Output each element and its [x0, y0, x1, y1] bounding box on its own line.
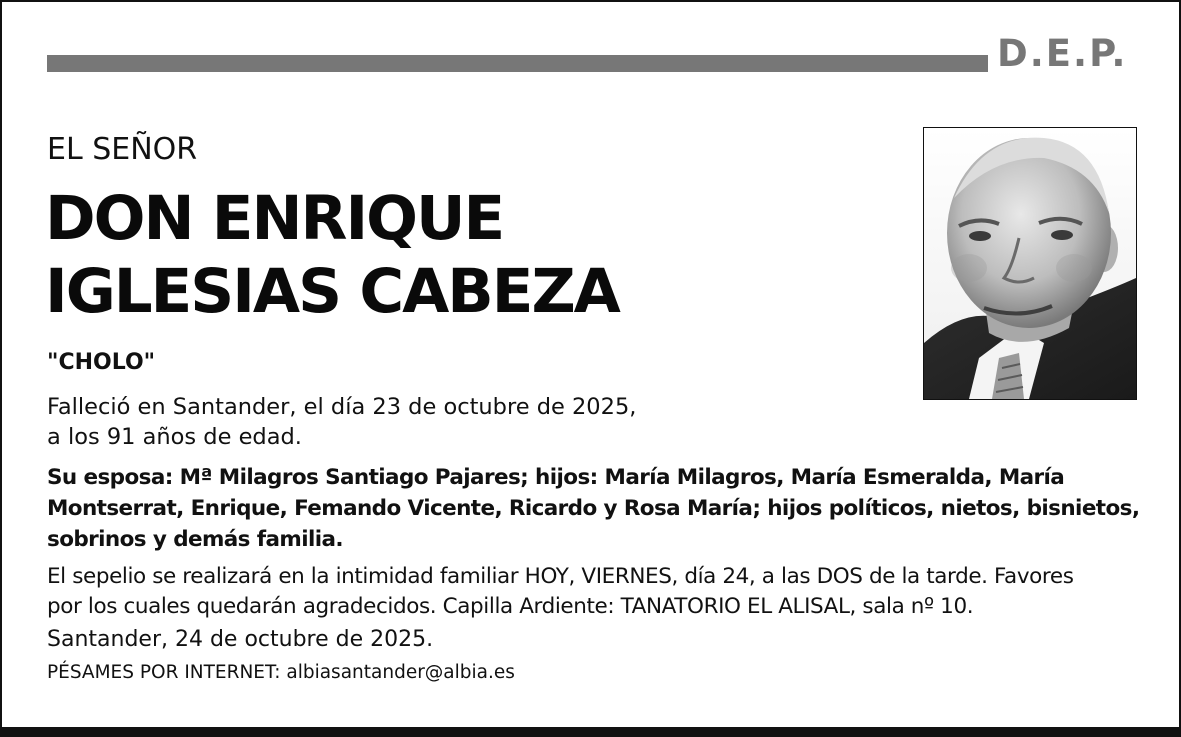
burial-line-2: por los cuales quedarán agradecidos. Capilla Ardiente: TANATORIO EL ALISAL, sala nº 10.	[47, 594, 974, 619]
family-line-2: Montserrat, Enrique, Femando Vicente, Ricardo y Rosa María; hijos políticos, nietos, bisnietos,	[47, 496, 1140, 521]
place-date: Santander, 24 de octubre de 2025.	[47, 627, 434, 652]
deceased-name-line-2: IGLESIAS CABEZA	[45, 256, 619, 327]
family-paragraph	[47, 462, 1140, 555]
deceased-nickname: "CHOLO"	[47, 350, 156, 375]
family-line-3: sobrinos y demás familia.	[47, 527, 344, 552]
deceased-title: EL SEÑOR	[47, 132, 198, 167]
burial-paragraph	[47, 562, 1074, 622]
dep-heading: D.E.P.	[997, 32, 1128, 75]
death-notice	[47, 392, 636, 452]
portrait-photo	[923, 127, 1137, 400]
burial-line-1: El sepelio se realizará en la intimidad familiar HOY, VIERNES, día 24, a las DOS de la tarde. Favores	[47, 564, 1074, 589]
family-line-1: Su esposa: Mª Milagros Santiago Pajares; hijos: María Milagros, María Esmeralda, María	[47, 465, 1065, 490]
death-notice-line-1: Falleció en Santander, el día 23 de octubre de 2025,	[47, 394, 637, 420]
deceased-name-line-1: DON ENRIQUE	[45, 183, 504, 254]
bottom-rule	[0, 727, 1181, 737]
condolences-contact: PÉSAMES POR INTERNET: albiasantander@albia.es	[47, 662, 515, 683]
death-notice-line-2: a los 91 años de edad.	[47, 424, 302, 450]
deceased-name	[45, 182, 619, 328]
portrait-photo-icon	[924, 128, 1136, 399]
header-bar	[47, 55, 988, 72]
